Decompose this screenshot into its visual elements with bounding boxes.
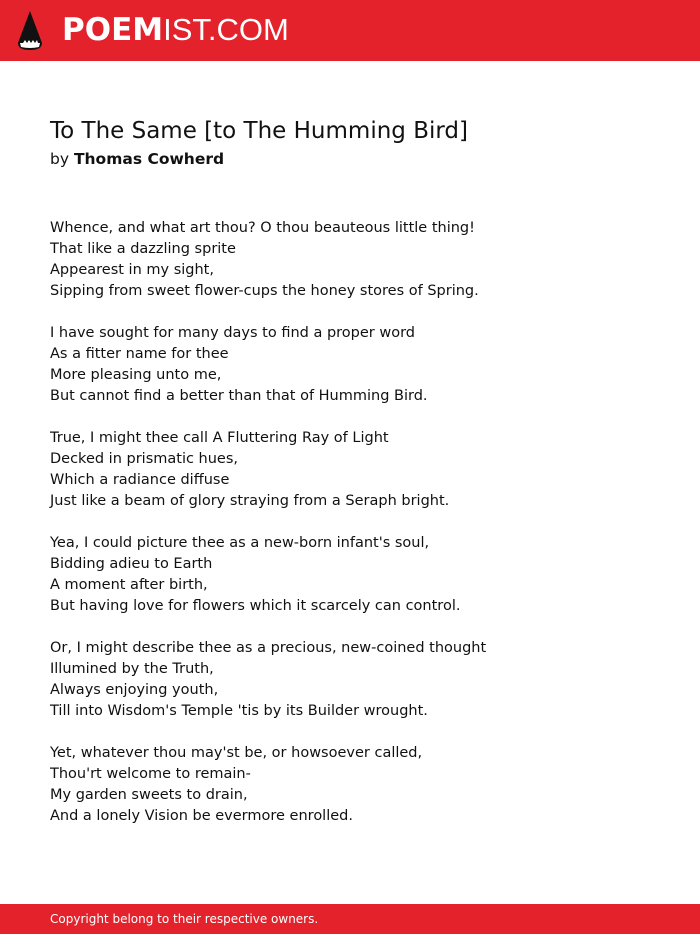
stanza [50,428,650,512]
stanza [50,323,650,407]
byline [50,148,224,170]
poem-line: Or, I might describe thee as a precious, new-coined thought [50,640,487,656]
stanza [50,638,650,722]
poem-line: Sipping from sweet flower-cups the honey stores of Spring. [50,283,479,299]
site-header [0,0,700,61]
poem-body [50,218,650,848]
poem-line: Yea, I could picture thee as a new-born infant's soul, [50,535,430,551]
copyright-notice: Copyright belong to their respective owners. [50,912,319,926]
poem-line: Whence, and what art thou? O thou beauteous little thing! [50,220,475,236]
poem-line: Thou'rt welcome to remain- [50,766,251,782]
poem-line: Appearest in my sight, [50,262,214,278]
poem-line: Decked in prismatic hues, [50,451,239,467]
poem-line: Which a radiance diffuse [50,472,230,488]
author-name: Thomas Cowherd [73,150,225,168]
poem-line: And a lonely Vision be evermore enrolled. [50,808,353,824]
poem-line: But cannot find a better than that of Humming Bird. [50,388,428,404]
poem-line: True, I might thee call A Fluttering Ray of Light [50,430,389,446]
poem-line: Yet, whatever thou may'st be, or howsoever called, [50,745,423,761]
poem-line: That like a dazzling sprite [50,241,236,257]
poem-line: Always enjoying youth, [50,682,219,698]
logo-text-thin: IST.COM [163,12,289,47]
poem-line: A moment after birth, [50,577,208,593]
poem-line: I have sought for many days to find a proper word [50,325,415,341]
poem-line: But having love for flowers which it scarcely can control. [50,598,461,614]
poem-line: Bidding adieu to Earth [50,556,213,572]
poem-line: Illumined by the Truth, [50,661,214,677]
logo-text-bold: POEM [62,12,164,48]
stanza [50,533,650,617]
by-label: by [50,150,70,168]
pencil-tip-icon [17,10,43,51]
poem-line: As a fitter name for thee [50,346,229,362]
poem-line: My garden sweets to drain, [50,787,248,803]
poem-line: Just like a beam of glory straying from a Seraph bright. [50,493,450,509]
poem-line: Till into Wisdom's Temple 'tis by its Builder wrought. [50,703,428,719]
poem-line: More pleasing unto me, [50,367,222,383]
stanza [50,218,650,302]
site-footer [0,904,700,934]
site-logo[interactable] [62,12,289,48]
stanza [50,743,650,827]
poem-title: To The Same [to The Humming Bird] [50,118,468,144]
